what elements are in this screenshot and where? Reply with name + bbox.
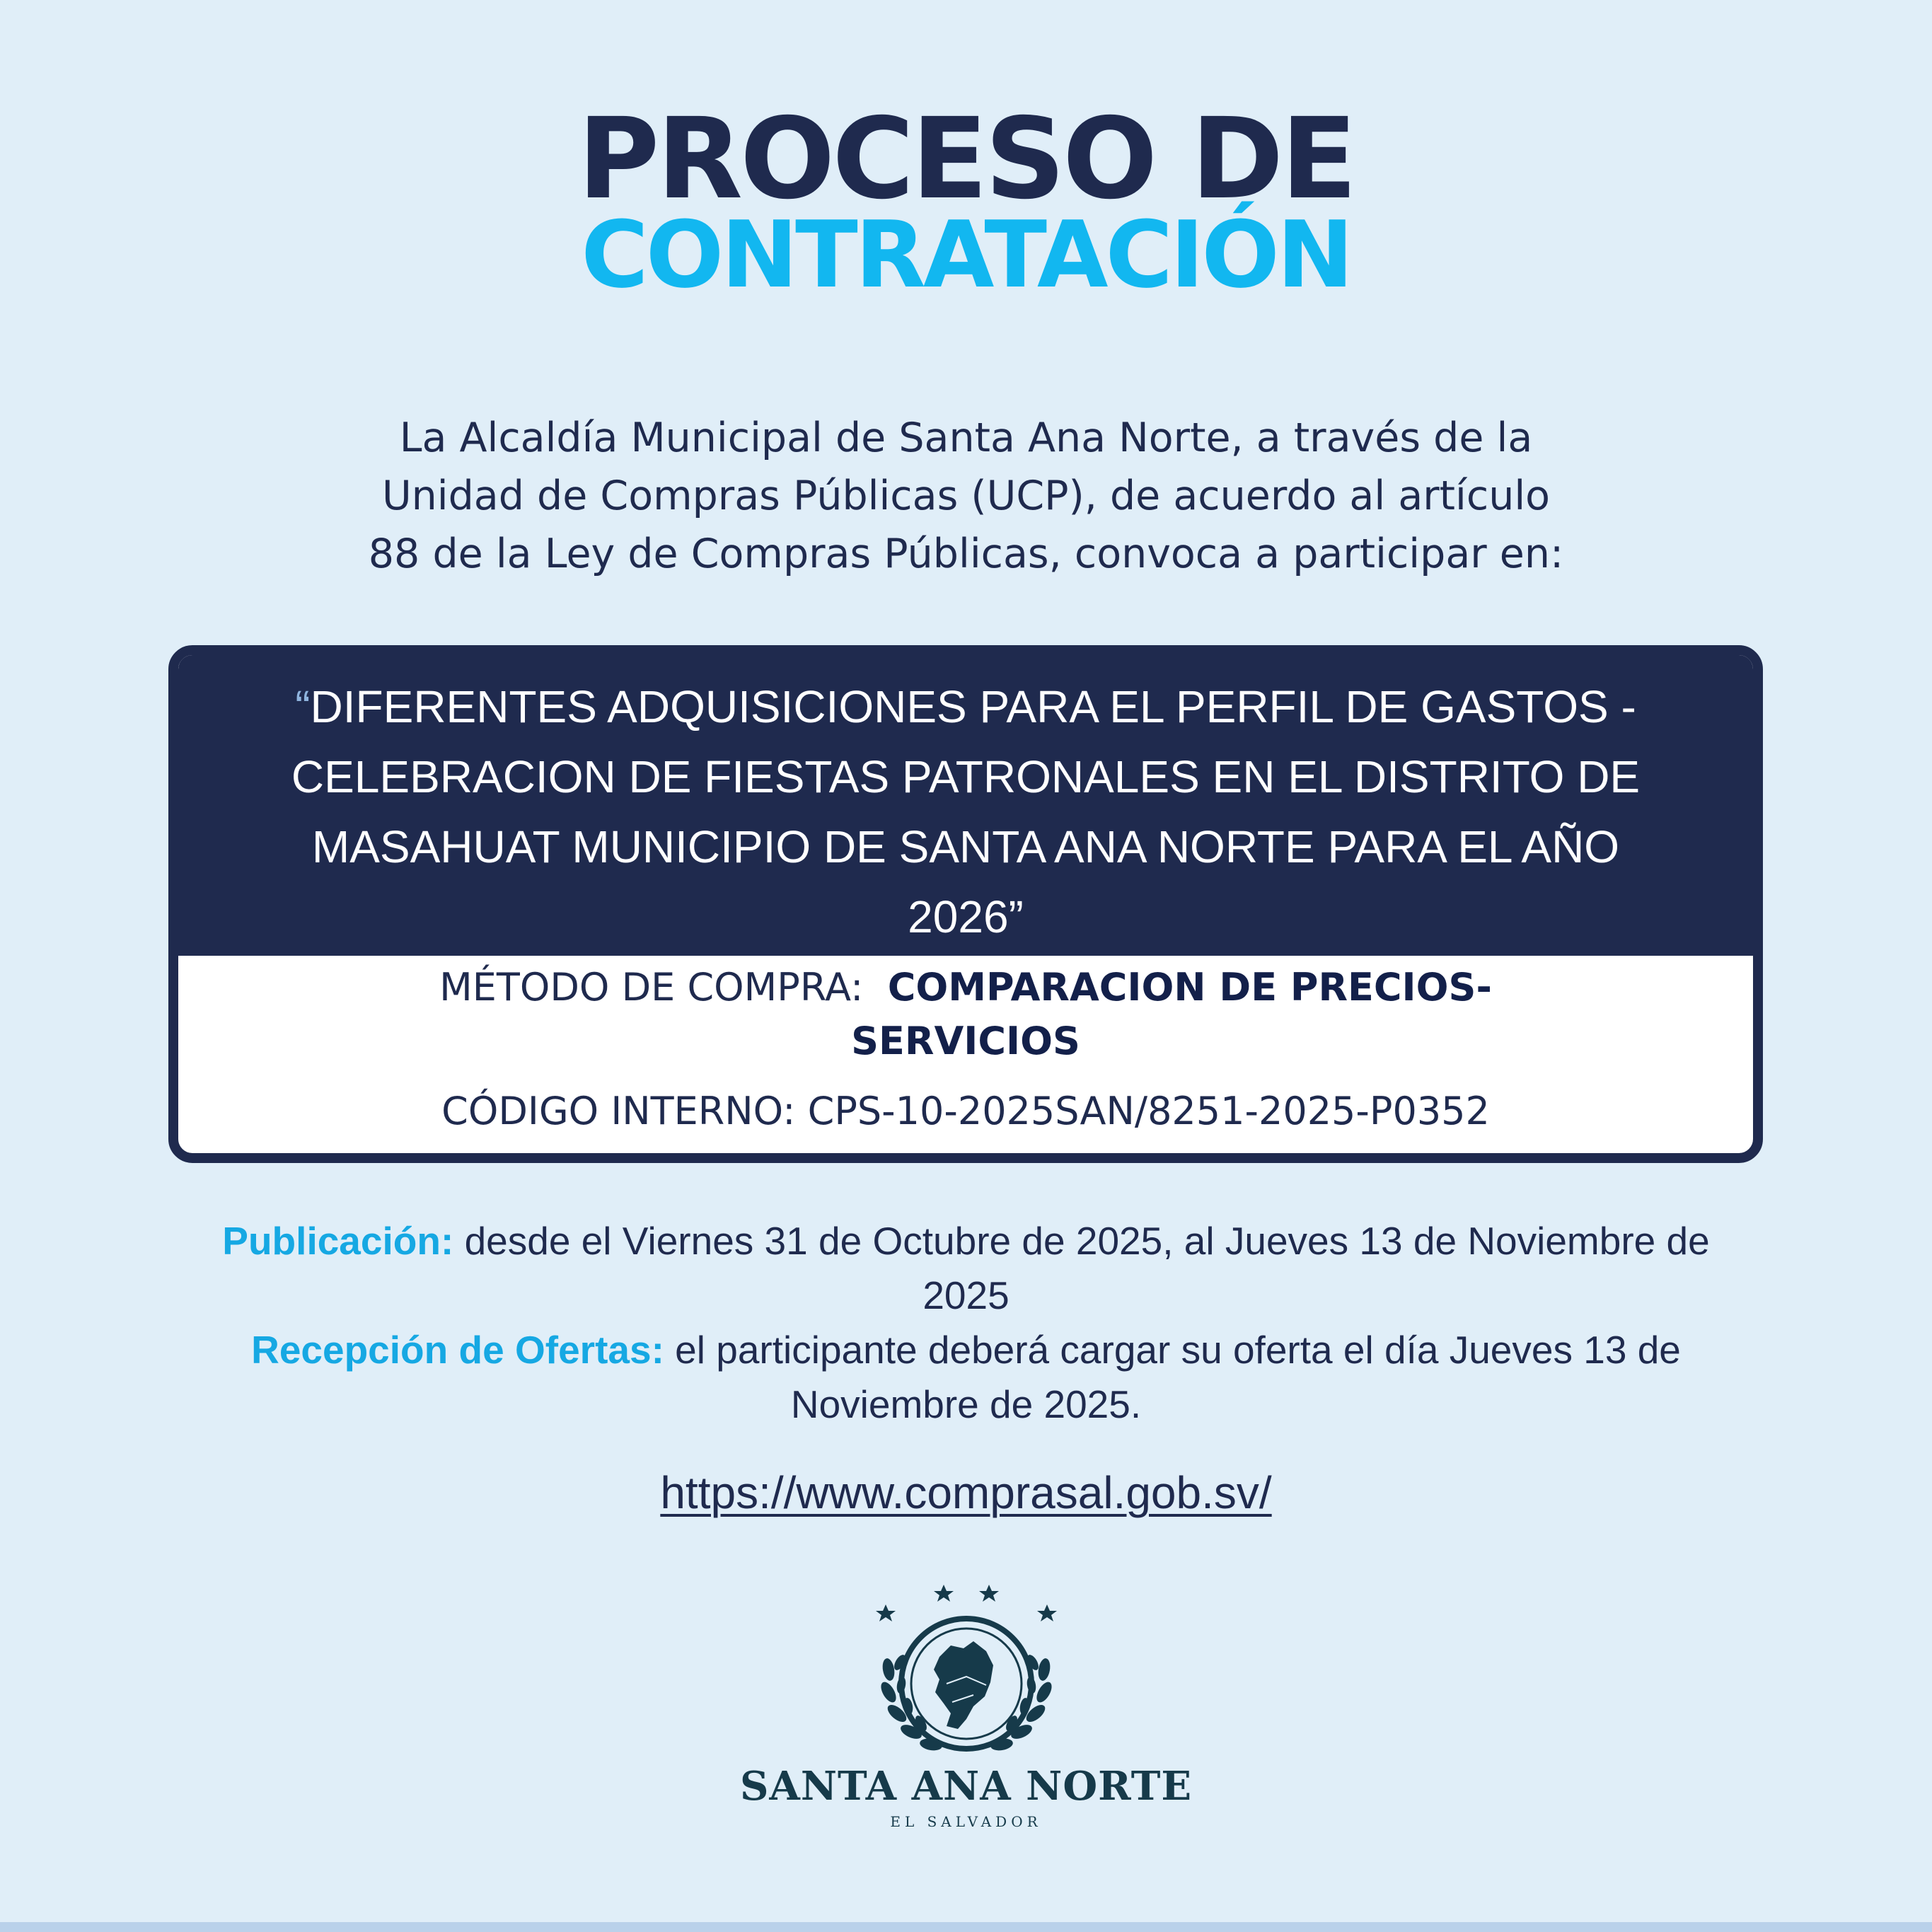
bottom-bar bbox=[0, 1922, 1932, 1932]
internal-code-value: CPS-10-2025SAN/8251-2025-P0352 bbox=[807, 1089, 1490, 1133]
internal-code bbox=[207, 1087, 1725, 1136]
purchase-method-label: MÉTODO DE COMPRA: bbox=[439, 965, 864, 1010]
schedule bbox=[141, 1214, 1791, 1432]
publication-text: desde el Viernes 31 de Octubre de 2025, al Jueves 13 de Noviembre de bbox=[464, 1219, 1710, 1263]
page-title: PROCESO DE bbox=[577, 94, 1355, 224]
star-icon bbox=[934, 1585, 954, 1602]
process-name-line: MASAHUAT MUNICIPIO DE SANTA ANA NORTE PARA EL AÑO bbox=[311, 821, 1620, 872]
star-icon bbox=[979, 1585, 999, 1602]
close-quote: ” bbox=[1008, 891, 1024, 942]
star-icon bbox=[876, 1604, 896, 1621]
purchase-method-value: SERVICIOS bbox=[851, 1019, 1080, 1063]
reception-text: Noviembre de 2025. bbox=[790, 1382, 1142, 1426]
publication-label: Publicación: bbox=[222, 1219, 454, 1263]
process-name-line: CELEBRACION DE FIESTAS PATRONALES EN EL DISTRITO DE bbox=[291, 751, 1641, 802]
comprasal-link[interactable]: https://www.comprasal.gob.sv/ bbox=[660, 1467, 1272, 1518]
reception-label: Recepción de Ofertas: bbox=[251, 1328, 664, 1372]
reception-text: el participante deberá cargar su oferta el día Jueves 13 de bbox=[675, 1328, 1681, 1372]
link-row bbox=[0, 1464, 1932, 1521]
intro-paragraph bbox=[269, 409, 1663, 583]
internal-code-label: CÓDIGO INTERNO: bbox=[441, 1089, 796, 1133]
brand-name: SANTA ANA NORTE bbox=[739, 1763, 1193, 1810]
process-name-line: DIFERENTES ADQUISICIONES PARA EL PERFIL DE GASTOS - bbox=[310, 681, 1636, 732]
process-card bbox=[168, 645, 1763, 1163]
intro-line: La Alcaldía Municipal de Santa Ana Norte, a través de la bbox=[399, 415, 1533, 461]
process-name-line: 2026 bbox=[908, 891, 1009, 942]
star-icon bbox=[1037, 1604, 1057, 1621]
page-subtitle: CONTRATACIÓN bbox=[581, 201, 1351, 308]
territory-map-icon bbox=[934, 1641, 993, 1729]
process-card-header bbox=[178, 655, 1753, 956]
intro-line: 88 de la Ley de Compras Públicas, convoca a participar en: bbox=[368, 531, 1564, 577]
brand-country: EL SALVADOR bbox=[890, 1813, 1042, 1830]
purchase-method bbox=[207, 961, 1725, 1068]
open-quote: “ bbox=[295, 681, 311, 732]
municipal-seal-icon bbox=[860, 1578, 1072, 1769]
purchase-method-value: COMPARACION DE PRECIOS- bbox=[887, 965, 1492, 1010]
publication-text: 2025 bbox=[922, 1273, 1010, 1317]
intro-line: Unidad de Compras Públicas (UCP), de acuerdo al artículo bbox=[381, 473, 1551, 519]
process-name bbox=[221, 672, 1711, 952]
